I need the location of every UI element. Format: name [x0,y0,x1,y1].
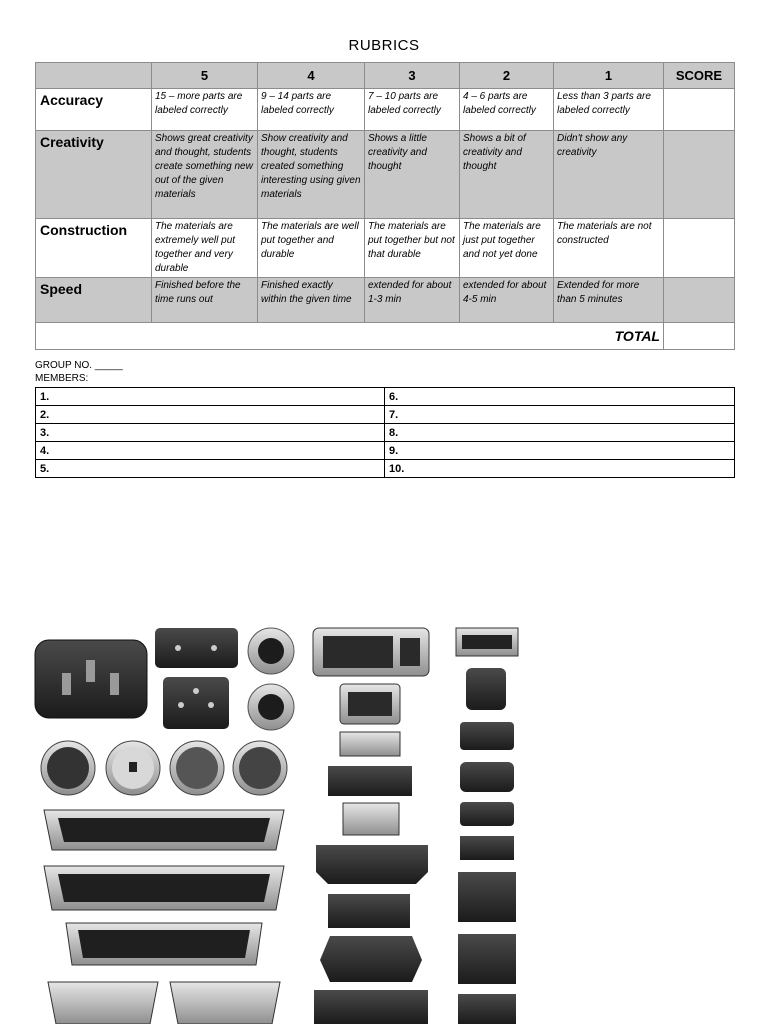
level-cell: Shows great creativity and thought, students create something new out of the given materials [152,131,258,219]
members-row [36,460,735,478]
criterion-name: Accuracy [36,89,152,131]
small-ports-column-icon [314,684,428,1024]
member-slot[interactable]: 4. [36,442,385,460]
level-cell: The materials are extremely well put together and very durable [152,219,258,278]
total-label: TOTAL [554,323,664,350]
level-cell: 4 – 6 parts are labeled correctly [460,89,554,131]
member-slot[interactable]: 10. [385,460,735,478]
level-cell: Didn't show any creativity [554,131,664,219]
dvi-port-icon [313,628,429,676]
usb-ethernet-column-icon [456,628,518,1024]
level-cell: Finished before the time runs out [152,278,258,323]
member-slot[interactable]: 6. [385,388,735,406]
level-cell: Shows a bit of creativity and thought [460,131,554,219]
members-row [36,388,735,406]
score-cell[interactable] [664,219,735,278]
computer-ports-icon [30,620,530,1024]
power-cloverleaf-port-icon [163,677,229,729]
total-spacer [36,323,554,350]
level-cell: 15 – more parts are labeled correctly [152,89,258,131]
power-port-icon [35,640,147,718]
audio-jack-icon [248,628,294,730]
rubric-row-total [36,323,735,350]
level-cell: Shows a little creativity and thought [365,131,460,219]
header-blank [36,63,152,89]
rubric-row-construction [36,219,735,278]
members-label: MEMBERS: [35,373,89,384]
header-4: 4 [258,63,365,89]
level-cell: Extended for more than 5 minutes [554,278,664,323]
header-3: 3 [365,63,460,89]
rubric-table [35,62,735,350]
member-slot[interactable]: 1. [36,388,385,406]
member-slot[interactable]: 5. [36,460,385,478]
score-cell[interactable] [664,89,735,131]
level-cell: 7 – 10 parts are labeled correctly [365,89,460,131]
group-info [35,359,123,385]
header-5: 5 [152,63,258,89]
level-cell: 9 – 14 parts are labeled correctly [258,89,365,131]
member-slot[interactable]: 8. [385,424,735,442]
member-slot[interactable]: 2. [36,406,385,424]
level-cell: The materials are well put together and durable [258,219,365,278]
total-score-cell[interactable] [664,323,735,350]
level-cell: Show creativity and thought, students created something interesting using given materials [258,131,365,219]
criterion-name: Construction [36,219,152,278]
parallel-port-icon [44,810,284,965]
members-table [35,387,735,478]
member-slot[interactable]: 3. [36,424,385,442]
level-cell: extended for about 4-5 min [460,278,554,323]
level-cell: Less than 3 parts are labeled correctly [554,89,664,131]
header-score: SCORE [664,63,735,89]
rubric-row-creativity [36,131,735,219]
score-cell[interactable] [664,131,735,219]
level-cell: extended for about 1-3 min [365,278,460,323]
level-cell: The materials are not constructed [554,219,664,278]
page-title: RUBRICS [348,37,420,54]
mini-din-port-icon [41,741,287,795]
level-cell: The materials are put together but not that durable [365,219,460,278]
power-figure8-port-icon [155,628,238,668]
serial-vga-port-icon [48,982,280,1024]
score-cell[interactable] [664,278,735,323]
member-slot[interactable]: 7. [385,406,735,424]
rubric-row-speed [36,278,735,323]
level-cell: The materials are just put together and not yet done [460,219,554,278]
header-1: 1 [554,63,664,89]
rubric-row-accuracy [36,89,735,131]
header-2: 2 [460,63,554,89]
criterion-name: Creativity [36,131,152,219]
member-slot[interactable]: 9. [385,442,735,460]
members-row [36,442,735,460]
level-cell: Finished exactly within the given time [258,278,365,323]
members-row [36,406,735,424]
members-row [36,424,735,442]
group-number-label: GROUP NO. _____ [35,360,123,371]
rubric-header-row [36,63,735,89]
criterion-name: Speed [36,278,152,323]
